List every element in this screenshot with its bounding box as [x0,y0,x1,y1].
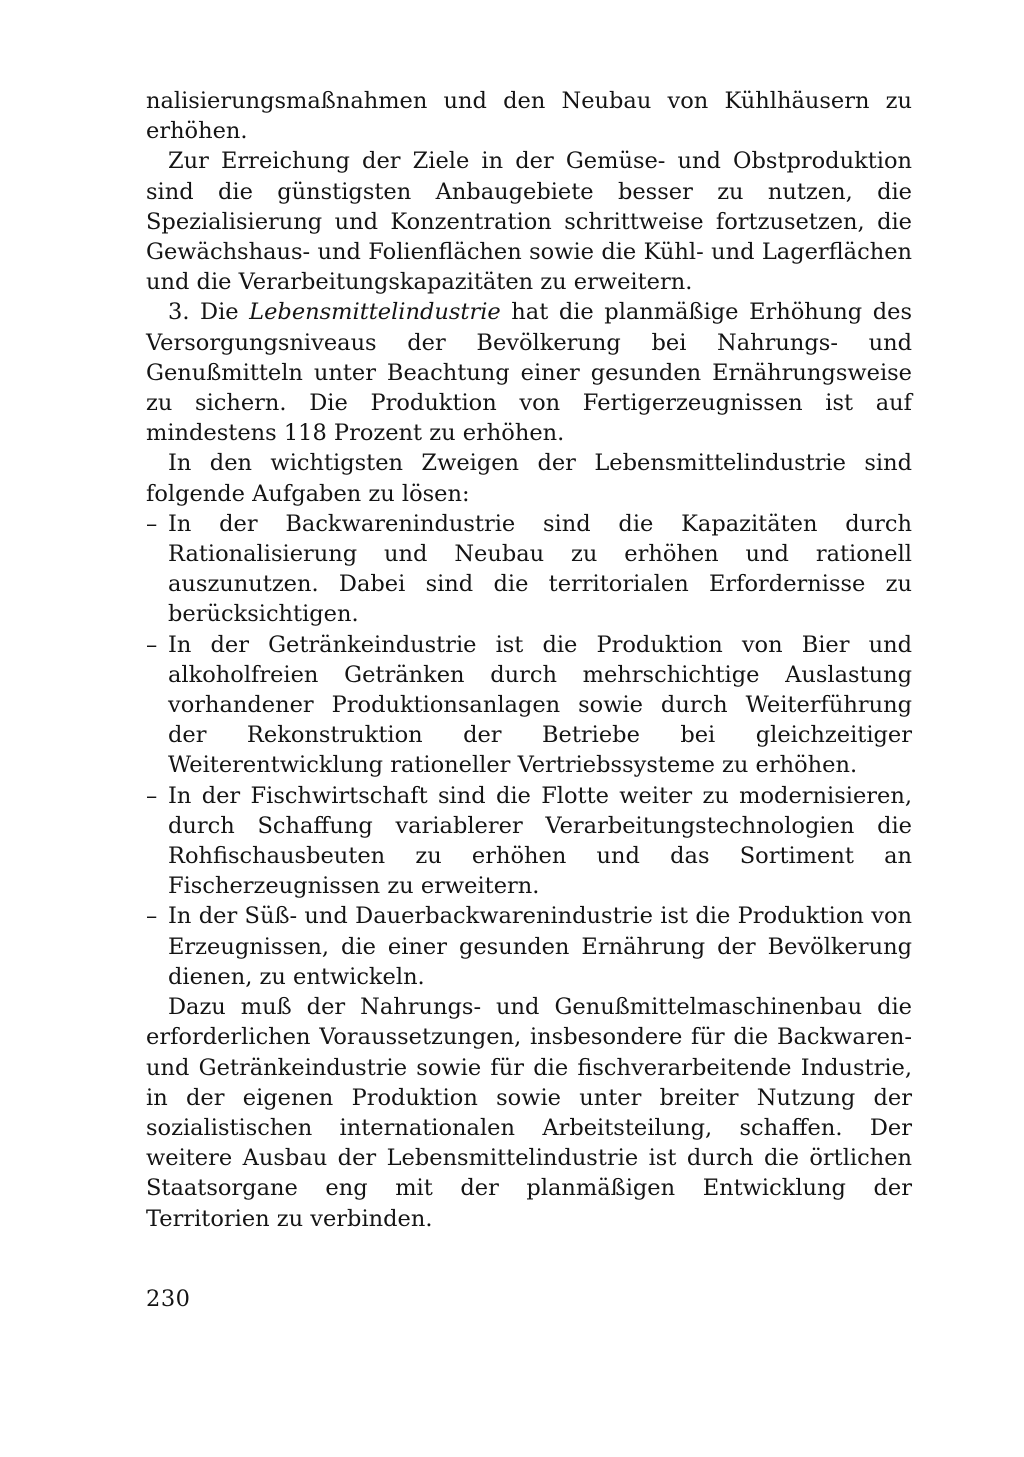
paragraph-food-industry [146,297,912,448]
list-item [146,781,912,902]
list-item-text: In der Fischwirtschaft sind die Flotte weiter zu modernisieren, durch Schaffung variablerer Verarbeitungstechnologien die Rohfischausbeuten zu erhöhen und das Sortiment an Fischerzeugnissen zu erweitern. [168,782,912,900]
page-number: 230 [146,1286,191,1312]
list-item-text: In der Backwarenindustrie sind die Kapazitäten durch Rationalisierung und Neubau zu erhöhen und rationell auszunutzen. Dabei sind die territorialen Erfordernisse zu berücksichtigen. [168,510,912,628]
list-dash: – [146,782,158,809]
task-list [146,509,912,992]
list-dash: – [146,631,158,658]
paragraph-tasks-intro: In den wichtigsten Zweigen der Lebensmittelindustrie sind folgende Aufgaben zu lösen: [146,450,912,507]
paragraph-continuation: nalisierungsmaßnahmen und den Neubau von Kühlhäusern zu erhöhen. [146,88,912,145]
list-item [146,630,912,781]
paragraph-number: 3. Die [168,299,250,326]
list-item [146,509,912,630]
list-dash: – [146,903,158,930]
paragraph-machine-building: Dazu muß der Nahrungs- und Genußmittelmaschinenbau die erforderlichen Voraussetzungen, insbesondere für die Backwaren- und Getränkeindustrie sowie für die fischverarbeitende Industrie, in der eigenen Produktion sowie unter breiter Nutzung der sozialistischen internationalen Arbeitsteilung, schaffen. Der weitere Ausbau der Lebensmittelindustrie ist durch die örtlichen Staatsorgane eng mit der planmäßigen Entwicklung der Territorien zu verbinden. [146,994,912,1232]
list-item [146,901,912,992]
body-text [146,86,912,1234]
emphasis-term: Lebensmittelindustrie [249,299,501,326]
list-dash: – [146,510,158,537]
paragraph-vegetable-fruit: Zur Erreichung der Ziele in der Gemüse- und Obstproduktion sind die günstigsten Anbaugebiete besser zu nutzen, die Spezialisierung und Konzentration schrittweise fortzusetzen, die Gewächshaus- und Folienflächen sowie die Kühl- und Lagerflächen und die Verarbeitungskapazitäten zu erweitern. [146,148,912,296]
list-item-text: In der Getränkeindustrie ist die Produktion von Bier und alkoholfreien Getränken durch mehrschichtige Auslastung vorhandener Produktionsanlagen sowie durch Weiterführung der Rekonstruktion der Betriebe bei gleichzeitiger Weiterentwicklung rationeller Vertriebssysteme zu erhöhen. [168,631,912,779]
list-item-text: In der Süß- und Dauerbackwarenindustrie ist die Produktion von Erzeugnissen, die einer gesunden Ernährung der Bevölkerung dienen, zu entwickeln. [168,903,912,990]
paragraph-food-industry-text: hat die planmäßige Erhöhung des Versorgungsniveaus der Bevölkerung bei Nahrungs- und Genußmitteln unter Beachtung einer gesunden Ernährungsweise zu sichern. Die Produktion von Fertigerzeugnissen ist auf mindestens 118 Prozent zu erhöhen. [146,299,912,447]
